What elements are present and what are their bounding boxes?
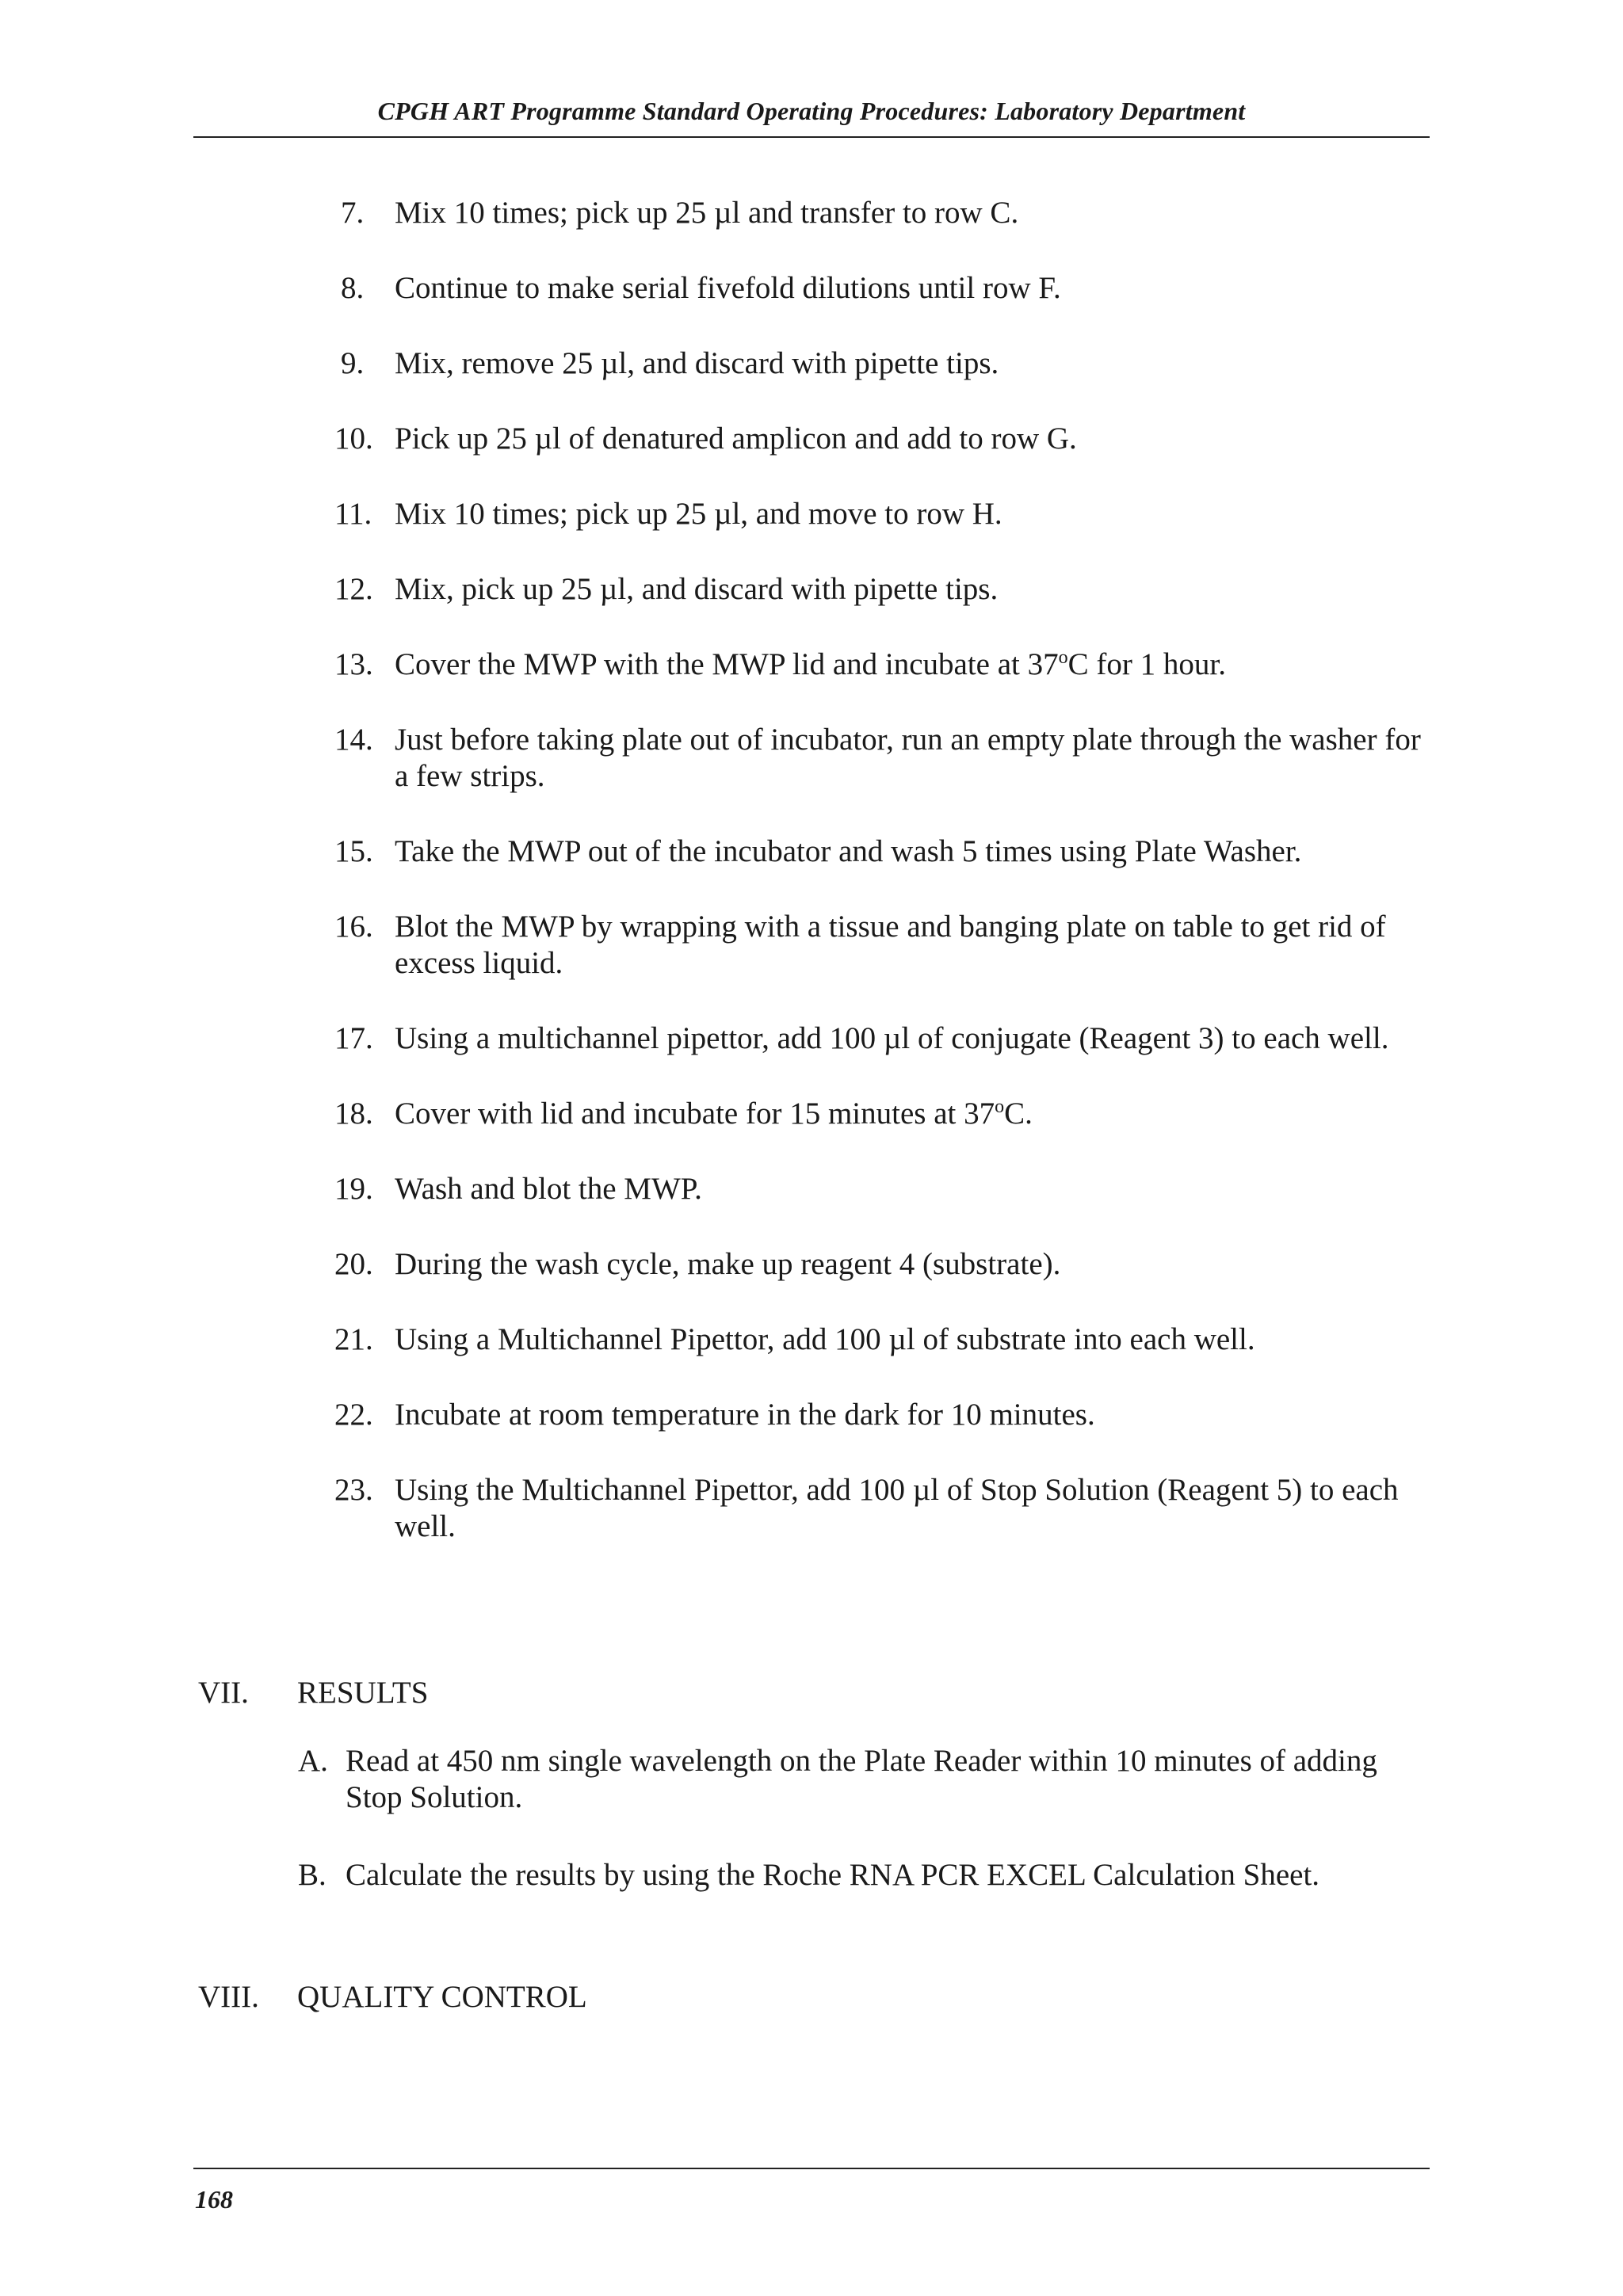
results-item: [298, 1743, 1431, 1816]
step-text: Using a multichannel pipettor, add 100 µl of conjugate (Reagent 3) to each well.: [395, 1021, 1389, 1055]
item-letter: A.: [298, 1744, 328, 1778]
results-item: [298, 1857, 1431, 1894]
step-item: [334, 833, 1434, 870]
step-number: 9.: [341, 346, 365, 380]
header-title: CPGH ART Programme Standard Operating Procedures: Laboratory Department: [377, 97, 1246, 125]
step-number: 16.: [334, 910, 373, 944]
step-text-before: Cover the MWP with the MWP lid and incubate at 37: [395, 647, 1059, 681]
step-item: [334, 646, 1434, 683]
step-item: [341, 195, 1434, 231]
step-text: Just before taking plate out of incubator, run an empty plate through the washer for a few strips.: [395, 723, 1421, 793]
step-item: [334, 1096, 1434, 1132]
step-text: Mix, pick up 25 µl, and discard with pipette tips.: [395, 572, 999, 606]
step-number: 15.: [334, 834, 373, 868]
step-number: 19.: [334, 1172, 373, 1206]
step-item: [334, 1020, 1434, 1057]
step-item: [341, 270, 1434, 307]
item-text: Calculate the results by using the Roche RNA PCR EXCEL Calculation Sheet.: [346, 1858, 1320, 1892]
step-text: Mix, remove 25 µl, and discard with pipette tips.: [395, 346, 999, 380]
step-number: 18.: [334, 1097, 373, 1131]
section-title: QUALITY CONTROL: [297, 1980, 587, 2014]
section-number: VII.: [198, 1676, 249, 1710]
degree-superscript: o: [1058, 647, 1068, 668]
step-text-after: C for 1 hour.: [1067, 647, 1226, 681]
item-letter: B.: [298, 1858, 327, 1892]
step-text: Blot the MWP by wrapping with a tissue and banging plate on table to get rid of excess liquid.: [395, 910, 1386, 980]
step-text: Take the MWP out of the incubator and wash 5 times using Plate Washer.: [395, 834, 1302, 868]
results-list: [298, 1743, 1431, 1935]
step-number: 8.: [341, 271, 365, 305]
step-text-after: C.: [1004, 1097, 1033, 1131]
step-number: 21.: [334, 1322, 373, 1356]
step-text: Wash and blot the MWP.: [395, 1172, 702, 1206]
step-text: Mix 10 times; pick up 25 µl, and move to row H.: [395, 497, 1002, 531]
step-text: During the wash cycle, make up reagent 4 (substrate).: [395, 1247, 1061, 1281]
step-item: [334, 722, 1434, 795]
step-text: Pick up 25 µl of denatured amplicon and add to row G.: [395, 421, 1077, 456]
footer-divider: [193, 2168, 1430, 2169]
degree-superscript: o: [995, 1097, 1005, 1117]
step-item: [334, 1397, 1434, 1433]
step-number: 23.: [334, 1473, 373, 1507]
step-text: [395, 1097, 1033, 1131]
section-number: VIII.: [198, 1980, 259, 2014]
step-number: 13.: [334, 647, 373, 681]
procedure-steps: [334, 195, 1434, 1584]
step-item: [334, 1472, 1434, 1545]
step-item: [334, 1322, 1434, 1358]
page-number: 168: [195, 2185, 233, 2214]
step-item: [334, 421, 1434, 457]
step-item: [334, 1246, 1434, 1283]
step-item: [334, 496, 1434, 532]
step-text-before: Cover with lid and incubate for 15 minutes at 37: [395, 1097, 995, 1131]
step-number: 14.: [334, 723, 373, 757]
step-text: Incubate at room temperature in the dark for 10 minutes.: [395, 1398, 1095, 1432]
step-item: [341, 345, 1434, 382]
step-number: 7.: [341, 196, 365, 230]
step-text: [395, 647, 1226, 681]
step-number: 17.: [334, 1021, 373, 1055]
section-title: RESULTS: [297, 1676, 429, 1710]
step-text: Using a Multichannel Pipettor, add 100 µl of substrate into each well.: [395, 1322, 1255, 1356]
step-number: 22.: [334, 1398, 373, 1432]
step-text: Continue to make serial fivefold dilutions until row F.: [395, 271, 1061, 305]
page-header: [193, 97, 1430, 138]
step-number: 11.: [334, 497, 372, 531]
step-number: 10.: [334, 421, 373, 456]
step-item: [334, 571, 1434, 608]
step-number: 20.: [334, 1247, 373, 1281]
step-item: [334, 1171, 1434, 1207]
step-item: [334, 909, 1434, 982]
step-number: 12.: [334, 572, 373, 606]
step-text: Mix 10 times; pick up 25 µl and transfer to row C.: [395, 196, 1019, 230]
item-text: Read at 450 nm single wavelength on the Plate Reader within 10 minutes of adding Stop Solution.: [346, 1744, 1377, 1814]
step-text: Using the Multichannel Pipettor, add 100 µl of Stop Solution (Reagent 5) to each well.: [395, 1473, 1399, 1543]
